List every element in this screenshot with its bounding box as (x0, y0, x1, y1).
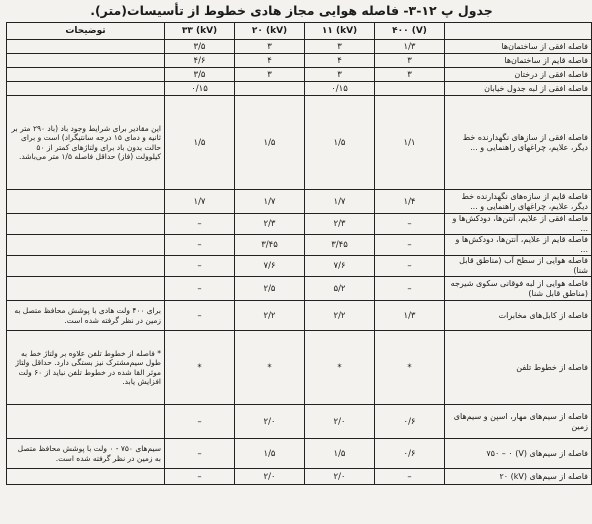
value-400v: ۱/۴ (375, 190, 445, 214)
row-note: * فاصله از خطوط تلفن علاوه بر ولتاژ خط به طول سیم‌مشترک نیز بستگی دارد. حداقل ولتاژ موثر القا شده در خطوط تلفن نباید از ۶۰ ولت افزایش یابد. (7, 331, 165, 405)
value-11kv: * (305, 331, 375, 405)
value-11kv: ۳ (305, 68, 375, 82)
row-label: فاصله افقی از ساختمان‌ها (445, 40, 592, 54)
row-label: فاصله از خطوط تلفن (445, 331, 592, 405)
table-row (7, 301, 592, 331)
value-20kv: ۲/۵ (235, 277, 305, 301)
value-11kv: ۷/۶ (305, 256, 375, 277)
table-row (7, 214, 592, 235)
value-20kv: ۱/۵ (235, 96, 305, 190)
value-400v: – (375, 277, 445, 301)
row-note (7, 235, 165, 256)
value-400v: – (375, 256, 445, 277)
row-label: فاصله قایم از ساختمان‌ها (445, 54, 592, 68)
row-label: فاصله قایم از سازه‌های نگهدارنده خط دیگر، علایم، چراغهای راهنمایی و ... (445, 190, 592, 214)
value-33kv: * (165, 331, 235, 405)
row-label: فاصله افقی از علایم، آنتن‌ها، دودکش‌ها و ... (445, 214, 592, 235)
table-row (7, 277, 592, 301)
row-note (7, 68, 165, 82)
value-400v: – (375, 235, 445, 256)
value-33kv: ۱/۵ (165, 96, 235, 190)
value-11kv: ۲/۰ (305, 405, 375, 439)
row-note (7, 405, 165, 439)
value-33kv: ۱/۷ (165, 190, 235, 214)
table-row (7, 68, 592, 82)
row-label: فاصله افقی از درختان (445, 68, 592, 82)
row-note (7, 190, 165, 214)
header-notes: توضیحات (7, 23, 165, 40)
value-400v: ۰/۶ (375, 405, 445, 439)
row-note (7, 469, 165, 485)
table-header-row (7, 23, 592, 40)
row-label: فاصله از سیم‌های (V) ۷۵۰ – ۰ (445, 439, 592, 469)
table-row (7, 235, 592, 256)
value-20kv: ۲/۰ (235, 469, 305, 485)
value-33kv: ۳/۵ (165, 40, 235, 54)
value-11kv: ۳ (305, 40, 375, 54)
value-20kv: ۲/۲ (235, 301, 305, 331)
value-20kv: ۳ (235, 68, 305, 82)
table-title: جدول پ ۱۲-۳- فاصله هوایی مجاز هادی خطوط از تأسیسات(متر). (90, 3, 493, 18)
value-20kv (235, 82, 305, 96)
value-400v: ۳ (375, 68, 445, 82)
row-note (7, 82, 165, 96)
value-33kv: – (165, 277, 235, 301)
value-400v: ۱/۳ (375, 40, 445, 54)
row-label: فاصله هوایی از سطح آب (مناطق قابل شنا) (445, 256, 592, 277)
table-row (7, 54, 592, 68)
row-note (7, 256, 165, 277)
value-33kv: ۰/۱۵ (165, 82, 235, 96)
value-400v: ۳ (375, 54, 445, 68)
value-20kv: * (235, 331, 305, 405)
value-33kv: ۳/۵ (165, 68, 235, 82)
header-33kv: (kV) ۳۳ (165, 23, 235, 40)
row-label: فاصله قایم از علایم، آنتن‌ها، دودکش‌ها و ... (445, 235, 592, 256)
value-400v: ۰/۶ (375, 439, 445, 469)
value-33kv: – (165, 235, 235, 256)
table-row (7, 40, 592, 54)
value-11kv: ۲/۳ (305, 214, 375, 235)
table-row (7, 405, 592, 439)
value-400v: – (375, 469, 445, 485)
value-33kv: – (165, 469, 235, 485)
value-33kv: – (165, 439, 235, 469)
value-11kv: ۲/۰ (305, 469, 375, 485)
clearance-table (6, 22, 592, 485)
table-row (7, 256, 592, 277)
table-row (7, 331, 592, 405)
row-label: فاصله افقی از سازهای نگهدارنده خط دیگر، علایم، چراغهای راهنمایی و ... (445, 96, 592, 190)
value-33kv: – (165, 214, 235, 235)
value-20kv: ۲/۰ (235, 405, 305, 439)
row-label: فاصله هوایی از لبه فوقانی سکوی شیرجه (مناطق قابل شنا) (445, 277, 592, 301)
header-400v: (V) ۴۰۰ (375, 23, 445, 40)
row-note: برای ۴۰۰ ولت هادی با پوشش محافظ متصل به زمین در نظر گرفته شده است. (7, 301, 165, 331)
row-note: سیم‌های ۷۵۰ - ۰ ولت با پوشش محافظ متصل به زمین در نظر گرفته شده است. (7, 439, 165, 469)
row-note: این مقادیر برای شرایط وجود باد (باد ۲۹۰ متر بر ثانیه و دمای ۱۵ درجه سانتیگراد) است و برای حالت بدون باد برای ولتاژهای کمتر از ۵۰ کیلوولت (فاز) حداقل فاصله ۱/۵ متر می‌باشد. (7, 96, 165, 190)
value-11kv: ۱/۵ (305, 96, 375, 190)
value-20kv: ۲/۳ (235, 214, 305, 235)
value-33kv: ۴/۶ (165, 54, 235, 68)
table-row (7, 469, 592, 485)
header-11kv: (kV) ۱۱ (305, 23, 375, 40)
value-11kv: ۳/۴۵ (305, 235, 375, 256)
value-20kv: ۳ (235, 40, 305, 54)
value-11kv: ۴ (305, 54, 375, 68)
value-400v: – (375, 214, 445, 235)
table-row (7, 190, 592, 214)
value-400v: ۱/۳ (375, 301, 445, 331)
row-label: فاصله از کابل‌های مخابرات (445, 301, 592, 331)
value-11kv: ۲/۲ (305, 301, 375, 331)
row-label: فاصله افقی از لبه جدول خیابان (445, 82, 592, 96)
header-item (445, 23, 592, 40)
row-note (7, 54, 165, 68)
value-33kv: – (165, 256, 235, 277)
table-row (7, 82, 592, 96)
value-20kv: ۳/۴۵ (235, 235, 305, 256)
row-note (7, 214, 165, 235)
value-400v (375, 82, 445, 96)
table-row (7, 439, 592, 469)
row-label: فاصله از سیم‌های (kV) ۲۰ (445, 469, 592, 485)
header-20kv: (kV) ۲۰ (235, 23, 305, 40)
value-20kv: ۱/۷ (235, 190, 305, 214)
row-note (7, 277, 165, 301)
value-33kv: – (165, 405, 235, 439)
row-label: فاصله از سیم‌های مهار، اسپن و سیم‌های زمین (445, 405, 592, 439)
value-11kv: ۵/۲ (305, 277, 375, 301)
value-33kv: – (165, 301, 235, 331)
value-11kv: ۱/۵ (305, 439, 375, 469)
value-11kv: ۱/۷ (305, 190, 375, 214)
value-20kv: ۴ (235, 54, 305, 68)
value-20kv: ۷/۶ (235, 256, 305, 277)
value-400v: ۱/۱ (375, 96, 445, 190)
row-note (7, 40, 165, 54)
value-11kv: ۰/۱۵ (305, 82, 375, 96)
value-20kv: ۱/۵ (235, 439, 305, 469)
value-400v: * (375, 331, 445, 405)
table-row (7, 96, 592, 190)
